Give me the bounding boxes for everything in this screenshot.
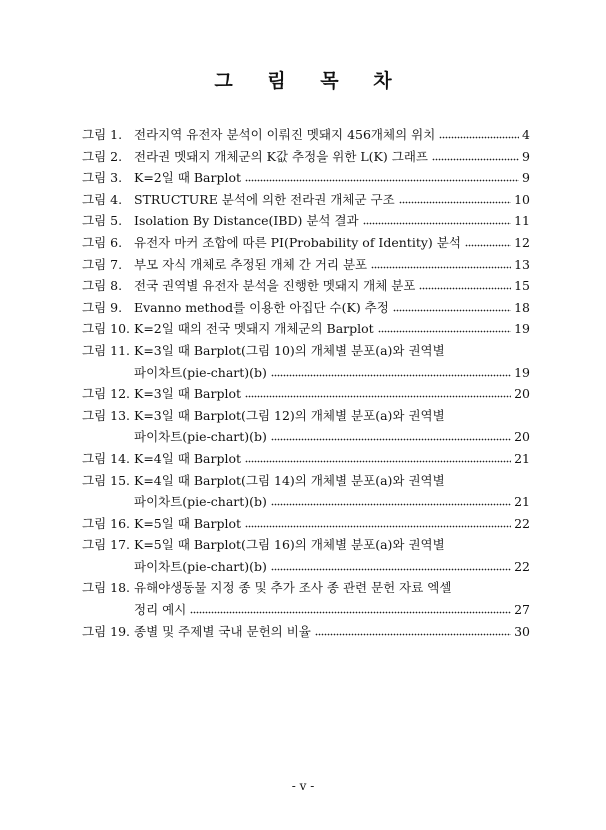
entry-line [134,362,530,384]
entry-line [134,124,530,146]
dot-leader [190,604,511,614]
entry-body [134,124,530,146]
entry-body [134,318,530,340]
entry-line [134,470,530,492]
dot-leader [245,388,511,398]
entry-line [134,426,530,448]
figure-number: 그림 1. [82,127,123,142]
page-number-ref: 22 [514,515,530,531]
page-number-ref: 9 [522,148,530,164]
figure-number: 그림 10. [82,321,131,337]
entry-body [134,275,530,297]
entry-line [134,189,530,211]
dot-leader [371,259,511,269]
entry-body [134,146,530,168]
dot-leader [465,237,511,247]
page-number: - v - [291,779,315,793]
entry-line [134,534,530,556]
figure-caption: K=4일 때 Barplot [134,450,242,466]
entry-body [134,383,530,405]
entry-body [134,405,530,448]
entry-line [134,297,530,319]
figure-number: 그림 3. [82,170,123,186]
toc-entry[interactable] [82,405,530,448]
figure-caption: K=3일 때 Barplot(그림 12)의 개체별 분포(a)와 권역별 [134,407,445,423]
dot-leader [393,302,511,312]
page-number-ref: 22 [514,558,530,574]
entry-line [134,599,530,621]
figure-caption: K=5일 때 Barplot(그림 16)의 개체별 분포(a)와 권역별 [134,537,445,553]
toc-entry[interactable] [82,621,530,643]
page-number-ref: 10 [514,191,530,207]
figure-caption: 부모 자식 개체로 추정된 개체 간 거리 분포 [134,256,368,272]
toc-entry[interactable] [82,383,530,405]
toc-entry[interactable] [82,275,530,297]
entry-body [134,297,530,319]
toc-entry[interactable] [82,146,530,168]
toc-entry[interactable] [82,189,530,211]
dot-leader [245,453,511,463]
entry-line [134,448,530,470]
entry-line [134,210,530,232]
entry-line [134,513,530,535]
figure-caption: 파이차트(pie-chart)(b) [134,494,267,510]
entry-body [134,210,530,232]
figure-number: 그림 13. [82,407,131,423]
figure-number: 그림 8. [82,278,123,294]
entry-line [134,621,530,643]
dot-leader [399,194,511,204]
toc-entry[interactable] [82,318,530,340]
figure-caption: 유전자 마커 조합에 따른 PI(Probability of Identity) 분석 [134,234,461,250]
figure-caption: 파이차트(pie-chart)(b) [134,558,267,574]
entry-line [134,577,530,599]
table-of-figures [82,124,530,642]
figure-number: 그림 4. [82,191,123,207]
figure-caption: 파이차트(pie-chart)(b) [134,429,267,445]
figure-number: 그림 18. [82,580,131,596]
figure-number: 그림 17. [82,537,131,553]
figure-caption: Evanno method를 이용한 아집단 수(K) 추정 [134,299,389,315]
figure-number: 그림 14. [82,450,131,466]
figure-caption: 파이차트(pie-chart)(b) [134,364,267,380]
figure-number: 그림 12. [82,386,131,402]
toc-entry[interactable] [82,167,530,189]
figure-caption: 정리 예시 [134,602,187,618]
dot-leader [245,518,511,528]
entry-body [134,448,530,470]
figure-number: 그림 19. [82,623,131,639]
figure-caption: K=3일 때 Barplot [134,386,242,402]
figure-caption: Isolation By Distance(IBD) 분석 결과 [134,213,359,229]
entry-line [134,491,530,513]
figure-number: 그림 5. [82,213,123,229]
page-number-ref: 21 [514,494,530,510]
figure-number: 그림 7. [82,256,123,272]
page-number-ref: 27 [514,602,530,618]
figure-caption: K=5일 때 Barplot [134,515,242,531]
dot-leader [315,626,511,636]
figure-caption: K=2일 때의 전국 멧돼지 개체군의 Barplot [134,321,374,337]
dot-leader [439,129,519,139]
page-number-ref: 12 [514,234,530,250]
entry-body [134,470,530,513]
page-number-ref: 19 [514,364,530,380]
toc-entry[interactable] [82,448,530,470]
figure-caption: K=4일 때 Barplot(그림 14)의 개체별 분포(a)와 권역별 [134,472,445,488]
entry-line [134,318,530,340]
page-number-ref: 11 [514,213,530,229]
page-title: 그 림 목 차 [214,70,406,92]
figure-number: 그림 15. [82,472,131,488]
figure-caption: 종별 및 주제별 국내 문헌의 비율 [134,623,311,639]
figure-number: 그림 11. [82,342,131,358]
figure-number: 그림 16. [82,515,131,531]
dot-leader [271,367,511,377]
dot-leader [378,323,511,333]
toc-entry[interactable] [82,124,530,146]
toc-entry[interactable] [82,534,530,577]
figure-number: 그림 2. [82,148,123,164]
entry-body [134,189,530,211]
page-number-ref: 15 [514,278,530,294]
entry-line [134,405,530,427]
dot-leader [245,172,519,182]
toc-entry[interactable] [82,513,530,535]
dot-leader [363,215,511,225]
figure-caption: 전라권 멧돼지 개체군의 K값 추정을 위한 L(K) 그래프 [134,148,428,164]
figure-caption: K=2일 때 Barplot [134,170,242,186]
entry-body [134,340,530,383]
entry-body [134,232,530,254]
figure-caption: 전라지역 유전자 분석이 이뤄진 멧돼지 456개체의 위치 [134,127,436,142]
figure-number: 그림 6. [82,234,123,250]
entry-line [134,254,530,276]
page-number-ref: 18 [514,299,530,315]
page-number-ref: 21 [514,450,530,466]
entry-line [134,275,530,297]
figure-caption: 유해야생동물 지정 종 및 추가 조사 종 관련 문헌 자료 엑셀 [134,580,452,596]
page-number-ref: 30 [514,623,530,639]
dot-leader [271,561,511,571]
figure-caption: K=3일 때 Barplot(그림 10)의 개체별 분포(a)와 권역별 [134,342,445,358]
entry-line [134,556,530,578]
toc-entry[interactable] [82,254,530,276]
entry-body [134,621,530,643]
dot-leader [432,151,519,161]
entry-body [134,534,530,577]
page-number-ref: 20 [514,386,530,402]
entry-body [134,577,530,620]
toc-entry[interactable] [82,470,530,513]
figure-caption: 전국 권역별 유전자 분석을 진행한 멧돼지 개체 분포 [134,278,416,294]
toc-entry[interactable] [82,340,530,383]
page-number-ref: 13 [514,256,530,272]
dot-leader [419,280,511,290]
figure-number: 그림 9. [82,299,123,315]
entry-line [134,167,530,189]
page-number-ref: 20 [514,429,530,445]
page-number-ref: 19 [514,321,530,337]
toc-entry[interactable] [82,210,530,232]
entry-body [134,167,530,189]
entry-line [134,383,530,405]
entry-line [134,232,530,254]
toc-entry[interactable] [82,297,530,319]
entry-body [134,254,530,276]
toc-entry[interactable] [82,232,530,254]
page-number-ref: 9 [522,170,530,186]
dot-leader [271,431,511,441]
entry-body [134,513,530,535]
toc-entry[interactable] [82,577,530,620]
dot-leader [271,496,511,506]
figure-caption: STRUCTURE 분석에 의한 전라권 개체군 구조 [134,191,395,207]
page-number-ref: 4 [522,127,530,142]
entry-line [134,340,530,362]
entry-line [134,146,530,168]
